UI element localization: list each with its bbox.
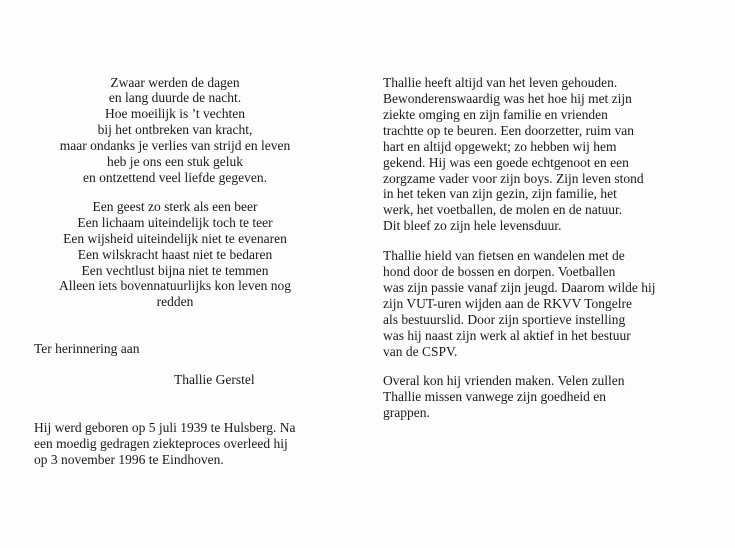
deceased-name: Thallie Gerstel (174, 372, 255, 387)
poem-line: en ontzettend veel liefde gegeven. (82, 170, 268, 185)
biography-line: werk, het voetballen, de molen en de natuur. (383, 202, 623, 217)
poem-line: Een wijsheid uiteindelijk niet te evenaren (63, 231, 287, 246)
poem-line: redden (156, 294, 194, 309)
biography-line: als bestuurslid. Door zijn sportieve instelling (383, 312, 626, 327)
birth-death-line: een moedig gedragen ziekteproces overleed hij (34, 436, 288, 451)
biography-line: zijn VUT-uren wijden aan de RKVV Tongelre (383, 296, 633, 311)
memorial-intro: Ter herinnering aan (34, 341, 140, 356)
poem-line: en lang duurde de nacht. (108, 90, 242, 105)
biography-line: zorgzame vader voor zijn boys. Zijn leven stond (383, 171, 644, 186)
biography-line: Thallie heeft altijd van het leven gehouden. (383, 75, 618, 90)
biography-line: hond door de bossen en dorpen. Voetballen (383, 264, 616, 279)
birth-death-line: op 3 november 1996 te Eindhoven. (34, 452, 224, 467)
poem-line: Hoe moeilijk is ’t vechten (105, 106, 245, 121)
poem-line: Een lichaam uiteindelijk toch te teer (77, 215, 273, 230)
biography-line: Thallie hield van fietsen en wandelen met de (383, 248, 625, 263)
poem-line: Alleen iets bovennatuurlijks kon leven nog (58, 278, 292, 293)
poem-line: Een vechtlust bijna niet te temmen (81, 263, 269, 278)
biography-line: trachtte op te beuren. Een doorzetter, ruim van (383, 123, 634, 138)
biography-line: Bewonderenswaardig was het hoe hij met zijn (383, 91, 632, 106)
biography-line: gekend. Hij was een goede echtgenoot en een (383, 155, 629, 170)
biography-line: was zijn passie vanaf zijn jeugd. Daarom wilde hij (383, 280, 656, 295)
biography-line: van de CSPV. (383, 344, 458, 359)
biography-line: Overal kon hij vrienden maken. Velen zullen (383, 373, 625, 388)
biography-line: in het teken van zijn gezin, zijn familie, het (383, 186, 617, 201)
birth-death-line: Hij werd geboren op 5 juli 1939 te Hulsberg. Na (34, 420, 296, 435)
poem-line: Een geest zo sterk als een beer (92, 199, 258, 214)
biography-line: grappen. (383, 405, 430, 420)
poem-line: heb je ons een stuk geluk (106, 154, 244, 169)
biography-line: hart en altijd opgewekt; zo hebben wij hem (383, 139, 617, 154)
biography-line: Dit bleef zo zijn hele levensduur. (383, 218, 562, 233)
poem-line: maar ondanks je verlies van strijd en leven (59, 138, 291, 153)
poem-line: Een wilskracht haast niet te bedaren (77, 247, 273, 262)
biography-line: Thallie missen vanwege zijn goedheid en (383, 389, 607, 404)
poem-line: Zwaar werden de dagen (110, 75, 240, 90)
biography-line: was hij naast zijn werk al aktief in het bestuur (383, 328, 631, 343)
poem-line: bij het ontbreken van kracht, (97, 122, 253, 137)
biography-line: ziekte omging en zijn familie en vrienden (383, 107, 608, 122)
